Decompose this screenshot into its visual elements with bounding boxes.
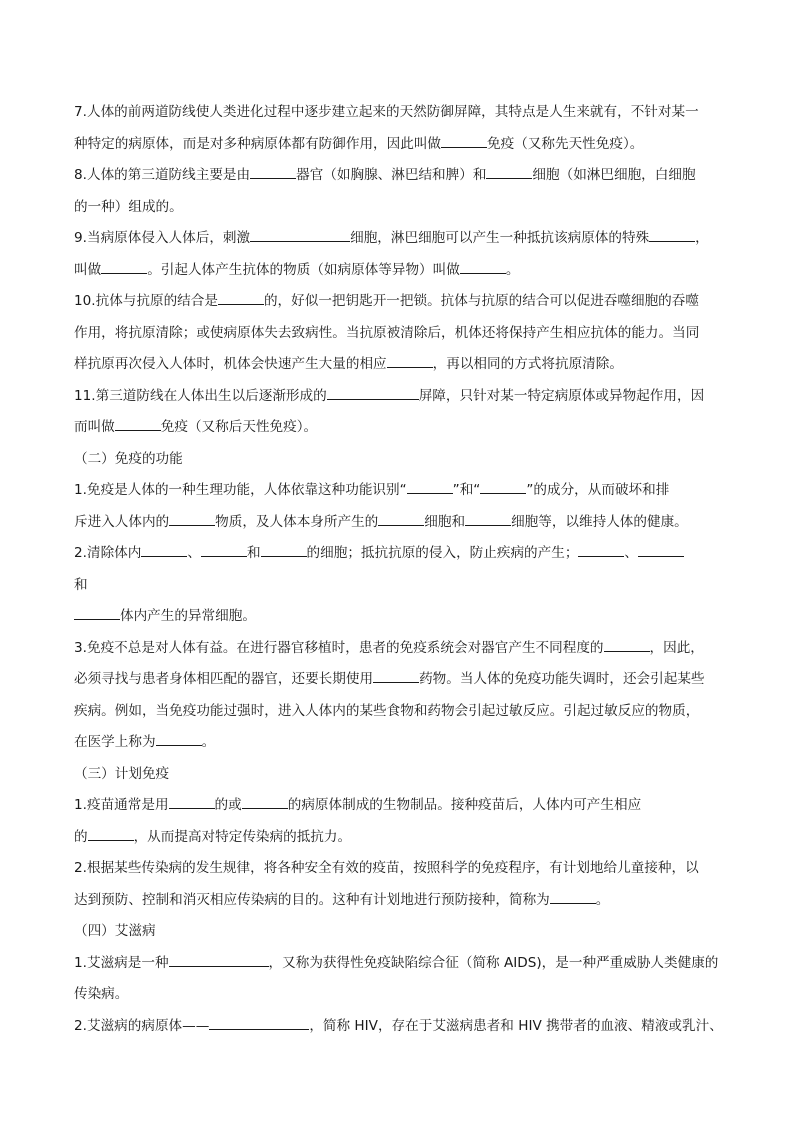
fill-blank [250, 229, 350, 242]
text-line: 9.当病原体侵入人体后，刺激 细胞，淋巴细胞可以产生一种抵抗该病原体的特殊 ， [74, 230, 709, 246]
text-line: 8.人体的第三道防线主要是由 器官（如胸腺、淋巴结和脾）和 细胞（如淋巴细胞，白细胞 [74, 167, 696, 183]
text-line: 传染病。 [74, 986, 129, 1002]
fill-blank [441, 135, 487, 148]
fill-blank [169, 796, 215, 809]
text-line: 1.疫苗通常是用 的或 的病原体制成的生物制品。接种疫苗后，人体内可产生相应 [74, 797, 642, 813]
fill-blank [74, 607, 120, 620]
fill-blank [101, 261, 147, 274]
text-line: 2.清除体内 、 和 的细胞；抵抗抗原的侵入，防止疾病的产生； 、 [74, 538, 730, 570]
fill-blank [550, 891, 596, 904]
fill-blank [169, 954, 269, 967]
fill-blank [261, 544, 307, 557]
fill-blank [465, 513, 511, 526]
text-line: 10.抗体与抗原的结合是 的，好似一把钥匙开一把锁。抗体与抗原的结合可以促进吞噬细胞的吞噬 [74, 293, 699, 309]
text-line: 11.第三道防线在人体出生以后逐渐形成的 屏障，只针对某一特定病原体或异物起作用，因 [74, 387, 705, 404]
fill-blank [115, 418, 161, 431]
fill-blank [387, 355, 433, 368]
fill-blank [169, 513, 215, 526]
text-line: 3.免疫不总是对人体有益。在进行器官移植时，患者的免疫系统会对器官产生不同程度的 ，因此， [74, 639, 704, 656]
text-line: 1.免疫是人体的一种生理功能，人体依靠这种功能识别“ ”和“ ”的成分，从而破坏和排 [74, 482, 670, 498]
text-line: 7.人体的前两道防线使人类进化过程中逐步建立起来的天然防御屏障，其特点是人生来就有，不针对某一 [74, 104, 699, 120]
fill-blank [578, 544, 624, 557]
text-line: 和 [74, 576, 88, 593]
text-line: 的一种）组成的。 [74, 198, 183, 215]
fill-blank [604, 639, 650, 652]
fill-blank [201, 544, 247, 557]
fill-blank [242, 796, 288, 809]
fill-blank [486, 166, 532, 179]
text-line: 疾病。例如，当免疫功能过强时，进入人体内的某些食物和药物会引起过敏反应。引起过敏反应的物质， [74, 702, 700, 719]
fill-blank [218, 292, 264, 305]
fill-blank [460, 261, 506, 274]
text-line: 必须寻找与患者身体相匹配的器官，还要长期使用 药物。当人体的免疫功能失调时，还会引起某些 [74, 671, 705, 687]
text-line: 2.艾滋病的病原体—— ，简称 HIV，存在于艾滋病患者和 HIV 携带者的血液、精液或乳汁、 [74, 1017, 723, 1034]
section-heading: （三）计划免疫 [74, 765, 170, 782]
text-line: 达到预防、控制和消灭相应传染病的目的。这种有计划地进行预防接种，简称为 。 [74, 891, 610, 908]
fill-blank [378, 513, 424, 526]
fill-blank [250, 166, 296, 179]
fill-blank [156, 733, 202, 746]
text-line: 的 ，从而提高对特定传染病的抵抗力。 [74, 828, 352, 845]
fill-blank [141, 544, 187, 557]
text-line: 叫做 。引起人体产生抗体的物质（如病原体等异物）叫做 。 [74, 261, 520, 278]
text-line: 种特定的病原体，而是对多种病原体都有防御作用，因此叫做 免疫（又称先天性免疫）。 [74, 135, 644, 152]
text-line: 体内产生的异常细胞。 [74, 601, 730, 633]
fill-blank [327, 387, 419, 400]
text-line: 而叫做 免疫（又称后天性免疫）。 [74, 419, 318, 435]
text-line: 2.根据某些传染病的发生规律，将各种安全有效的疫苗，按照科学的免疫程序，有计划地给儿童接种，以 [74, 860, 699, 876]
fill-blank [373, 670, 419, 683]
text-line: 1.艾滋病是一种 ，又称为获得性免疫缺陷综合征（简称 AIDS)，是一种严重威胁人类健康的 [74, 954, 719, 971]
fill-blank [407, 481, 453, 494]
text-line: 斥进入人体内的 物质，及人体本身所产生的 细胞和 细胞等，以维持人体的健康。 [74, 513, 688, 530]
text-line: 在医学上称为 。 [74, 734, 216, 750]
fill-blank [480, 481, 526, 494]
text-line: 样抗原再次侵入人体时，机体会快速产生大量的相应 ，再以相同的方式将抗原清除。 [74, 356, 623, 372]
fill-blank [638, 544, 684, 557]
fill-blank [209, 1017, 309, 1030]
section-heading: （四）艾滋病 [74, 923, 156, 939]
text-line: 作用，将抗原清除；或使病原体失去致病性。当抗原被清除后，机体还将保持产生相应抗体的能力。当同 [74, 324, 700, 341]
document-body [74, 97, 730, 1042]
section-heading: （二）免疫的功能 [74, 450, 183, 467]
fill-blank [649, 229, 695, 242]
fill-blank [88, 828, 134, 841]
